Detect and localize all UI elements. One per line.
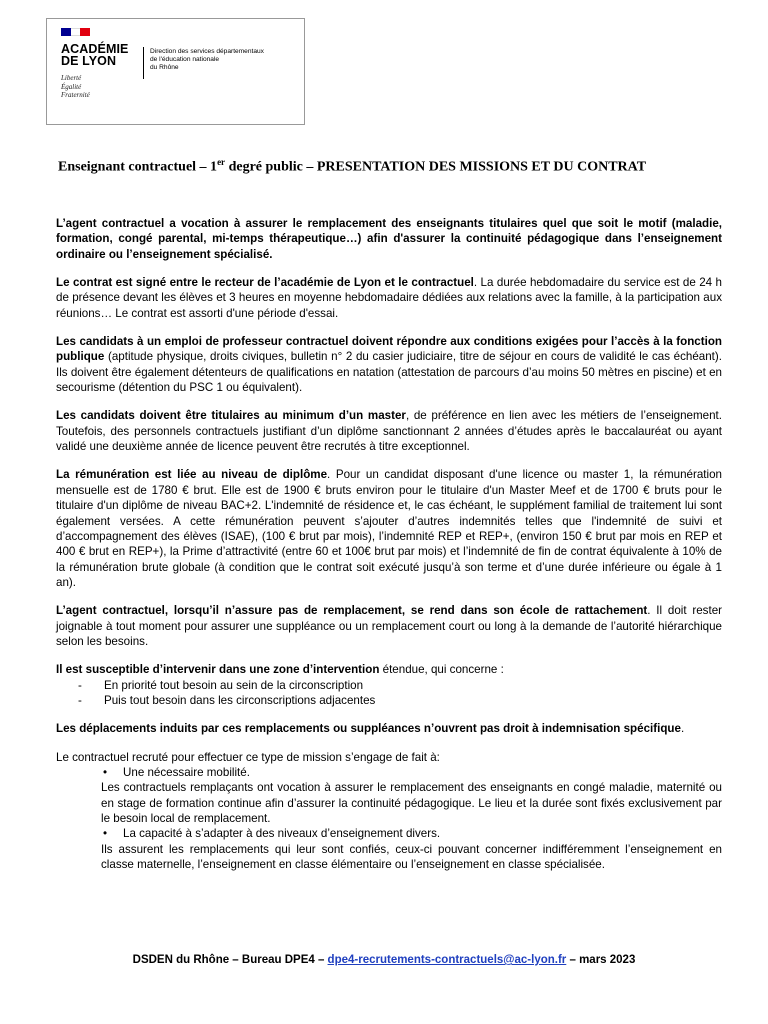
academie-logo	[46, 18, 305, 125]
devise-egalite: Égalité	[61, 82, 82, 91]
direction-line2: de l'éducation nationale	[150, 56, 220, 64]
devise	[61, 74, 90, 100]
bullet-mobilite: • Une nécessaire mobilité.	[56, 765, 722, 780]
bullet-adaptation: • La capacité à s’adapter à des niveaux d’enseignement divers.	[56, 826, 722, 841]
footer-email-link[interactable]: dpe4-recrutements-contractuels@ac-lyon.fr	[327, 954, 567, 966]
document-body	[56, 216, 722, 872]
academie-line2: DE LYON	[61, 54, 117, 68]
list-item: - En priorité tout besoin au sein de la circonscription	[56, 678, 722, 693]
footer	[0, 954, 768, 966]
paragraph-diplome-text: , de préférence en lien avec les métiers de l’enseignement. Toutefois, des personnels contractuels justifiant d’un diplôme sanctionnant 2 années d’études après le baccalauréat ou ayant validé une deuxième année de licence peuvent être recrutés à titre exceptionnel.	[56, 409, 722, 454]
bullet-mobilite-text: Les contractuels remplaçants ont vocation à assurer le remplacement des enseignants en congé maladie, maternité ou en stage de formation continue afin d’assurer la continuité pédagogique. Le lieu et la durée sont fixés exclusivement par le besoin local de remplacement.	[101, 781, 722, 825]
zone-list	[56, 678, 722, 709]
paragraph-engagement: Le contractuel recruté pour effectuer ce type de mission s’engage de fait à:	[56, 750, 440, 764]
title-sup: er	[217, 157, 226, 167]
paragraph-contrat-bold: Le contrat est signé entre le recteur de l’académie de Lyon et le contractuel	[56, 276, 474, 290]
paragraph-conditions	[56, 334, 722, 395]
direction-line1: Direction des services départementaux	[150, 48, 264, 55]
marianne-flag-icon	[61, 28, 90, 36]
paragraph-zone-bold: Il est susceptible d’intervenir dans une zone d’intervention	[56, 663, 380, 677]
title-part2: degré public – PRESENTATION DES MISSIONS ET DU CONTRAT	[225, 159, 647, 175]
paragraph-vocation-text: L’agent contractuel a vocation à assurer le remplacement des enseignants titulaires quel que soit le motif (maladie, formation, congé parental, mi-temps thérapeutique…) afin d'assurer la continuité pédagogique dans l’enseignement ordinaire ou l’enseignement spécialisé.	[56, 217, 722, 261]
footer-prefix: DSDEN du Rhône – Bureau DPE4 –	[132, 954, 328, 966]
paragraph-zone	[56, 662, 722, 677]
direction-label	[150, 48, 264, 73]
paragraph-deplacements	[56, 721, 722, 736]
document-title	[58, 152, 646, 178]
paragraph-rattachement	[56, 603, 722, 649]
devise-fraternite: Fraternité	[61, 91, 90, 99]
paragraph-contrat-text: . La durée hebdomadaire du service est de 24 h de présence devant les élèves et 3 heures en moyenne hebdomadaire dédiées aux relations avec la famille, à la participation aux réunions… Le contrat est assorti d'une période d'essai.	[56, 276, 722, 320]
paragraph-deplacements-text: .	[680, 722, 685, 736]
paragraph-diplome	[56, 408, 722, 454]
flag-white	[71, 28, 81, 36]
flag-red	[80, 28, 90, 36]
paragraph-rattachement-bold: L’agent contractuel, lorsqu’il n’assure pas de remplacement, se rend dans son école de rattachement	[56, 604, 648, 618]
bullet-adaptation-text: Ils assurent les remplacements qui leur sont confiés, ceux-ci pouvant concerner indifféremment l’enseignement en classe maternelle, l’enseignement en classe élémentaire ou l’enseignement en classe spécialisée.	[101, 842, 722, 872]
flag-blue	[61, 28, 71, 36]
paragraph-remuneration	[56, 467, 722, 590]
footer-suffix: – mars 2023	[566, 954, 636, 966]
devise-liberte: Liberté	[61, 74, 82, 82]
paragraph-diplome-bold: Les candidats doivent être titulaires au minimum d’un master	[56, 409, 406, 423]
logo-divider	[143, 47, 144, 79]
title-part1: Enseignant contractuel – 1	[58, 159, 218, 175]
list-item: - Puis tout besoin dans les circonscriptions adjacentes	[56, 693, 722, 708]
academie-line1: ACADÉMIE	[61, 42, 129, 56]
paragraph-vocation	[56, 216, 722, 262]
paragraph-contrat	[56, 275, 722, 321]
paragraph-remuneration-text: . Pour un candidat disposant d'une licence ou master 1, la rémunération mensuelle est de 1780 € brut. Elle est de 1900 € bruts environ pour le titulaire d'un Master Meef et de 1700 € bruts pour le titulaire d'un diplôme de niveau BAC+2. L'indemnité de résidence et, le cas échéant, le supplément familial de traitement lui sont également versées. A cette rémunération peuvent s’ajouter d’autres indemnités telles que l'indemnité de suivi et d’accompagnement des élèves (ISAE), (100 € brut par mois), l’indemnité REP et REP+, (environ 150 € brut par mois en REP et 400 € brut en REP+), la Prime d’attractivité (entre 60 et 100€ brut par mois) et l’indemnité de fin de contrat équivalente à 10% de la rémunération brute globale (à condition que le contrat soit exécuté jusqu’à son terme et d’une durée inférieure ou égale à 1 an).	[56, 468, 722, 589]
paragraph-deplacements-bold: Les déplacements induits par ces remplacements ou suppléances n’ouvrent pas droit à indemnisation spécifique	[56, 722, 681, 736]
paragraph-remuneration-bold: La rémunération est liée au niveau de diplôme	[56, 468, 328, 482]
paragraph-rattachement-text: . Il doit rester joignable à tout moment pour assurer une suppléance ou un remplacement court ou long à la demande de l’autorité hiérarchique selon les besoins.	[56, 604, 722, 648]
paragraph-conditions-text: (aptitude physique, droits civiques, bulletin n° 2 du casier judiciaire, titre de séjour en cours de validité le cas échéant). Ils doivent être également détenteurs de qualifications en natation (attestation de parcours d’au moins 50 mètres en piscine) et en secourisme (détention du PSC 1 ou équivalent).	[56, 350, 722, 395]
academie-name	[61, 43, 128, 67]
paragraph-conditions-bold: Les candidats à un emploi de professeur contractuel doivent répondre aux conditions exigées pour l’accès à la fonction publique	[56, 335, 722, 364]
direction-line3: du Rhône	[150, 64, 179, 72]
paragraph-zone-text: étendue, qui concerne :	[379, 663, 504, 677]
